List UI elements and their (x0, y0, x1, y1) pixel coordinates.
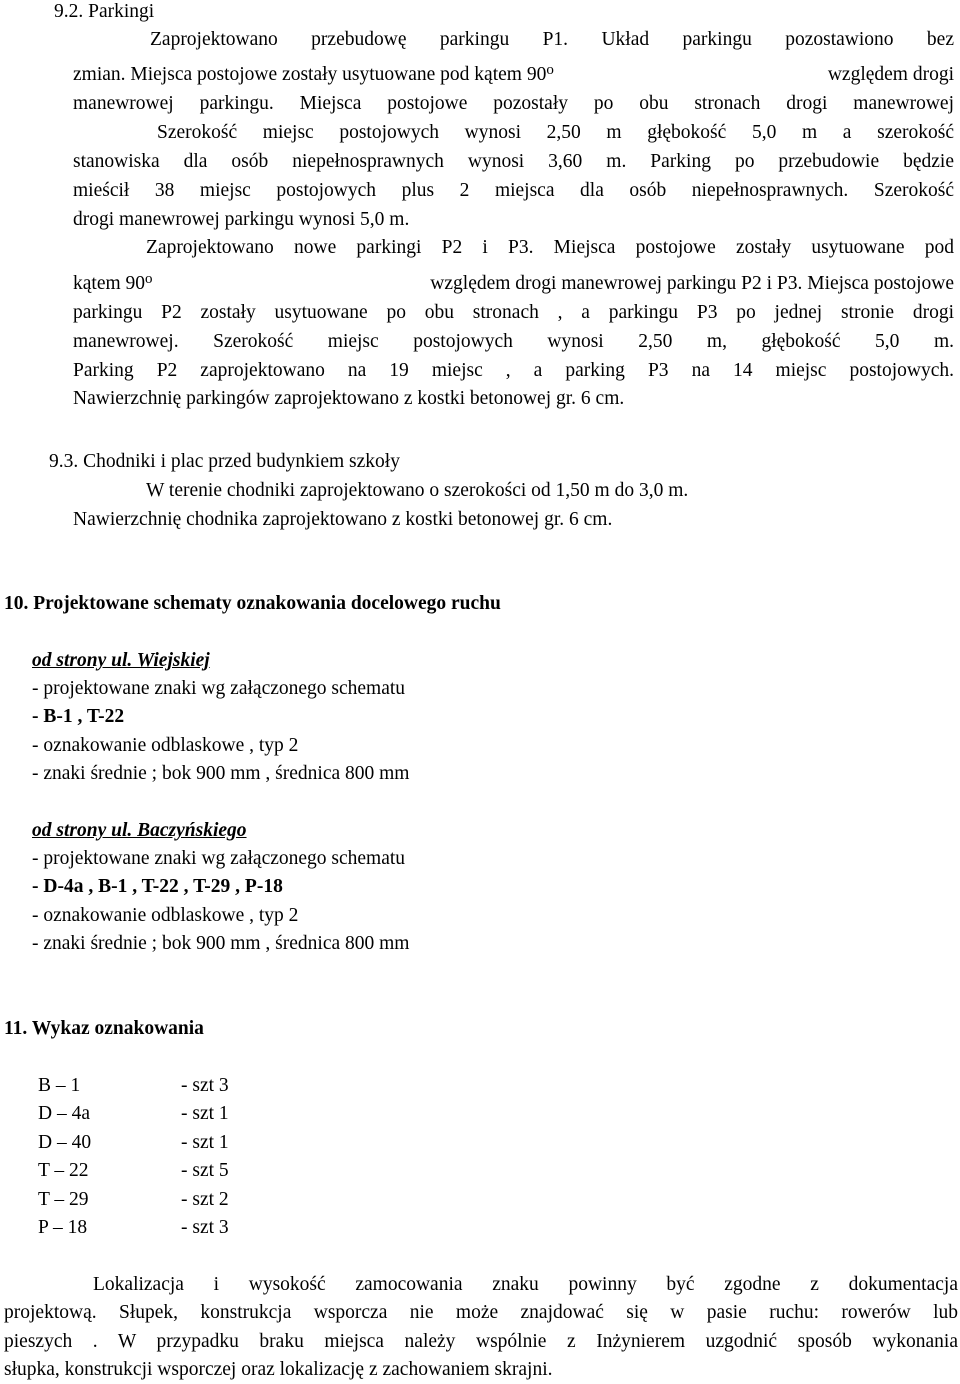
paragraph-line: Nawierzchnię parkingów zaprojektowano z kostki betonowej gr. 6 cm. (73, 388, 625, 409)
paragraph-line: stanowiska dla osób niepełnosprawnych wynosi 3,60 m. Parking po przebudowie będzie (73, 151, 954, 172)
line-text: względem drogi manewrowej parkingu P2 i P3. Miejsca postojowe (430, 273, 954, 294)
list-item: - znaki średnie ; bok 900 mm , średnica 800 mm (32, 763, 410, 784)
sign-code: B – 1 (38, 1075, 81, 1096)
sign-quantity: - szt 3 (181, 1217, 229, 1238)
section-10-heading: 10. Projektowane schematy oznakowania docelowego ruchu (4, 593, 501, 614)
sign-code: T – 29 (38, 1189, 89, 1210)
paragraph-line: manewrowej. Szerokość miejsc postojowych wynosi 2,50 m, głębokość 5,0 m. (73, 331, 954, 352)
sign-quantity: - szt 5 (181, 1160, 229, 1181)
subsection-label: od strony ul. Baczyńskiego (32, 820, 247, 841)
section-11-heading: 11. Wykaz oznakowania (4, 1018, 204, 1039)
degree-symbol: o (546, 62, 554, 78)
sign-quantity: - szt 1 (181, 1132, 229, 1153)
paragraph-line: parkingu P2 zostały usytuowane po obu stronach , a parkingu P3 po jednej stronie drogi (73, 302, 954, 323)
line-text: kątem 90$^o$ (73, 271, 153, 294)
paragraph-line: mieścił 38 miejsc postojowych plus 2 miejsca dla osób niepełnosprawnych. Szerokość (73, 180, 954, 201)
sign-quantity: - szt 3 (181, 1075, 229, 1096)
sign-code: D – 40 (38, 1132, 92, 1153)
line-text: względem drogi (827, 64, 954, 85)
list-item: - D-4a , B-1 , T-22 , T-29 , P-18 (32, 876, 283, 897)
sign-code: T – 22 (38, 1160, 89, 1181)
degree-symbol: o (145, 271, 153, 287)
list-item: - oznakowanie odblaskowe , typ 2 (32, 905, 299, 926)
sign-quantity: - szt 1 (181, 1103, 229, 1124)
paragraph-line: Nawierzchnię chodnika zaprojektowano z kostki betonowej gr. 6 cm. (73, 509, 613, 530)
paragraph-line: W terenie chodniki zaprojektowano o szerokości od 1,50 m do 3,0 m. (146, 480, 689, 501)
paragraph-line: Szerokość miejsc postojowych wynosi 2,50 m głębokość 5,0 m a szerokość (157, 122, 954, 143)
paragraph-line: Lokalizacja i wysokość zamocowania znaku powinny być zgodne z dokumentacja (93, 1274, 958, 1295)
paragraph-line: Parking P2 zaprojektowano na 19 miejsc , a parking P3 na 14 miejsc postojowych. (73, 360, 954, 381)
paragraph-line (73, 63, 954, 87)
section-9-3-heading: 9.3. Chodniki i plac przed budynkiem szkoły (49, 451, 400, 472)
paragraph-line: pieszych . W przypadku braku miejsca należy wspólnie z Inżynierem uzgodnić sposób wykonania (4, 1331, 958, 1352)
list-item: - projektowane znaki wg załączonego schematu (32, 678, 406, 699)
paragraph-line: projektową. Słupek, konstrukcja wsporcza nie może znajdować się w pasie ruchu: rowerów lub (4, 1302, 958, 1323)
subsection-label: od strony ul. Wiejskiej (32, 650, 210, 671)
section-9-2-heading: 9.2. Parkingi (54, 1, 155, 22)
paragraph-line: Zaprojektowano przebudowę parkingu P1. Układ parkingu pozostawiono bez (150, 29, 954, 50)
line-text: zmian. Miejsca postojowe zostały usytuowane pod kątem 90$^o$ (73, 62, 554, 85)
sign-quantity: - szt 2 (181, 1189, 229, 1210)
paragraph-line: manewrowej parkingu. Miejsca postojowe pozostały po obu stronach drogi manewrowej (73, 93, 954, 114)
list-item: - B-1 , T-22 (32, 706, 125, 727)
list-item: - projektowane znaki wg załączonego schematu (32, 848, 406, 869)
list-item: - znaki średnie ; bok 900 mm , średnica 800 mm (32, 933, 410, 954)
sign-code: D – 4a (38, 1103, 90, 1124)
paragraph-line (73, 272, 954, 296)
sign-code: P – 18 (38, 1217, 88, 1238)
paragraph-line: drogi manewrowej parkingu wynosi 5,0 m. (73, 209, 410, 230)
list-item: - oznakowanie odblaskowe , typ 2 (32, 735, 299, 756)
paragraph-line: słupka, konstrukcji wsporczej oraz lokalizację z zachowaniem skrajni. (4, 1359, 553, 1380)
paragraph-line: Zaprojektowano nowe parkingi P2 i P3. Miejsca postojowe zostały usytuowane pod (146, 237, 954, 258)
